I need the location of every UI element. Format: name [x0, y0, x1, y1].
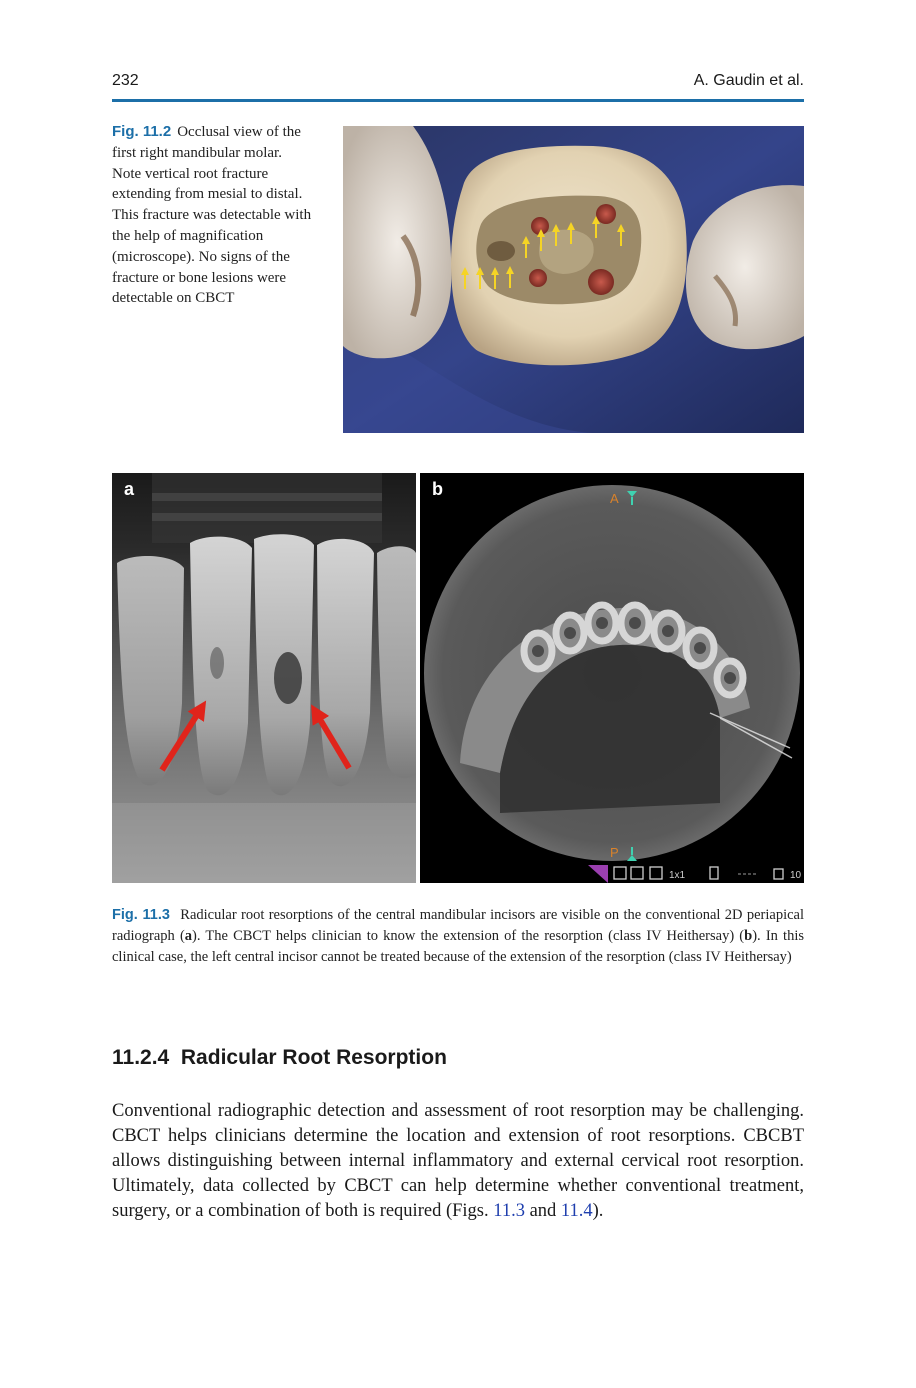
body-text: Conventional radiographic detection and assessment of root resorption may be challenging. CBCT helps clinicians determine the location and extension of root resorptions. CBCBT allows distinguishing between internal inflammatory and external cervical root resorption. Ultimately, data collected by CBCT can help determine whether conventional treatment, surgery, or a combination of both is required (Figs.	[112, 1101, 804, 1221]
section-heading: 11.2.4 Radicular Root Resorption	[112, 1046, 447, 1069]
section-body	[112, 1099, 804, 1224]
caption-ref-b: b	[744, 927, 753, 944]
figure-11-2-molar-photo	[343, 126, 804, 433]
cbct-image	[420, 473, 804, 883]
cbct-anterior-label: A	[610, 491, 619, 506]
cbct-zoom-label: 10	[790, 870, 802, 881]
figure-ref-11-3-link[interactable]: 11.3	[493, 1201, 525, 1221]
figure-11-3a-radiograph	[112, 473, 416, 883]
running-head: A. Gaudin et al.	[693, 72, 804, 89]
figure-ref-11-4-link[interactable]: 11.4	[560, 1201, 593, 1221]
radiograph-image	[112, 473, 416, 883]
figure-11-2-caption	[112, 122, 314, 309]
caption-ref-a: a	[184, 927, 193, 944]
figure-11-3b-cbct	[420, 473, 804, 883]
header-rule	[112, 99, 804, 102]
caption-text-3: ). In this clinical case, the left central incisor cannot be treated because of the extension of the resorption (class IV Heithersay)	[112, 927, 805, 965]
figure-11-3-caption	[112, 905, 804, 967]
panel-a-label: a	[124, 479, 135, 499]
panel-b-label: b	[432, 479, 443, 499]
figure-11-2-label: Fig. 11.2	[112, 123, 172, 140]
cbct-posterior-label: P	[610, 845, 619, 860]
caption-text-2: ). The CBCT helps clinician to know the extension of the resorption (class IV Heithersay) (	[192, 927, 745, 944]
caption-text-1: Radicular root resorptions of the central mandibular incisors are visible on the conventional 2D periapical radiograph (	[112, 907, 804, 944]
page-number: 232	[112, 72, 139, 89]
figure-11-2-caption-text: Occlusal view of the first right mandibular molar. Note vertical root fracture extending from mesial to distal. This fracture was detectable with the help of magnification (microscope). No signs of the fracture or bone lesions were detectable on CBCT	[112, 124, 312, 307]
body-and: and	[524, 1201, 561, 1221]
cbct-layout-label: 1x1	[669, 870, 686, 881]
figure-11-3-label: Fig. 11.3	[112, 907, 170, 923]
body-end: ).	[592, 1201, 604, 1221]
